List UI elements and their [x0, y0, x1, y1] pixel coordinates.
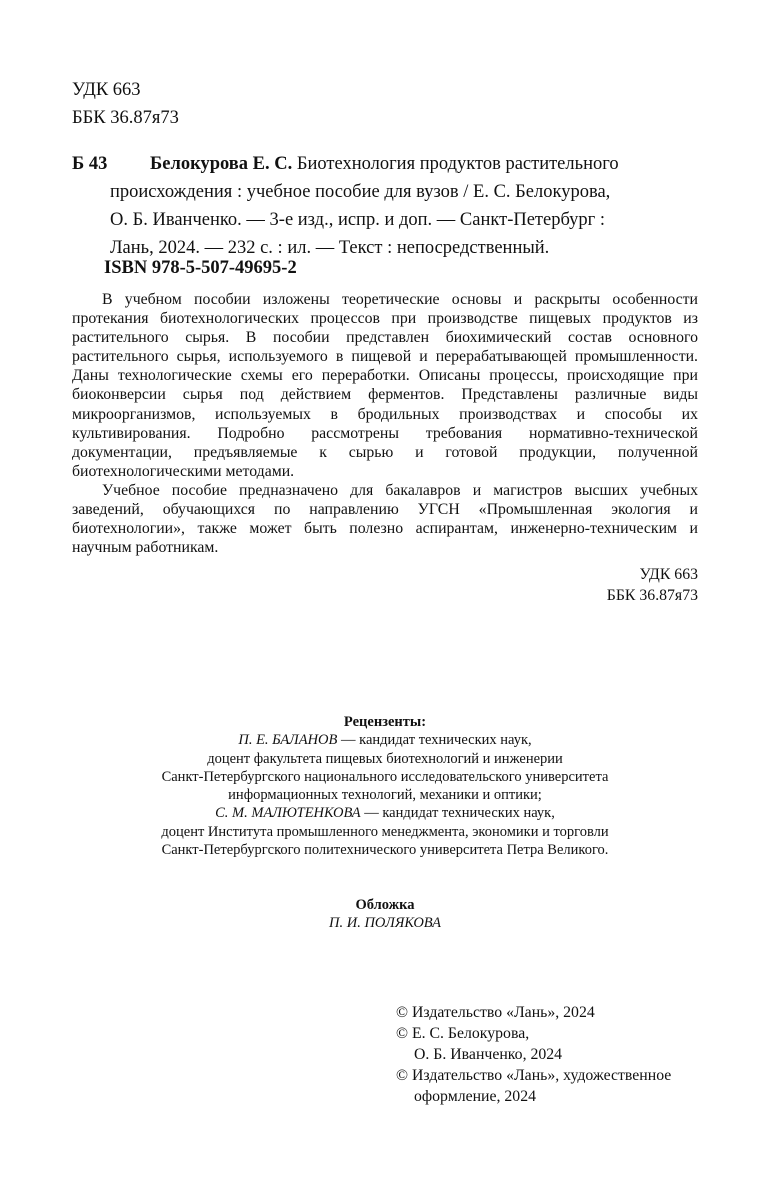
reviewer-2-name: С. М. МАЛЮТЕНКОВА [215, 805, 361, 822]
entry-line-4: Лань, 2024. — 232 с. : ил. — Текст : непосредственный. [110, 238, 550, 258]
reviewers-heading: Рецензенты: [343, 714, 427, 730]
copyright-line-5: оформление, 2024 [414, 1088, 536, 1105]
reviewer-2-affiliation-2: Санкт-Петербургского политехнического университета Петра Великого. [161, 842, 609, 859]
copyright-line-3: О. Б. Иванченко, 2024 [414, 1046, 563, 1063]
reviewer-2-title: — кандидат технических наук, [360, 805, 555, 822]
cover-designer-name: П. И. ПОЛЯКОВА [329, 915, 441, 932]
entry-line-1 [150, 150, 698, 178]
author-name: Белокурова Е. С. [150, 154, 293, 174]
copyright-line-4: © Издательство «Лань», художественное [396, 1067, 672, 1084]
cover-heading: Обложка [355, 897, 415, 913]
reviewer-1-affiliation-1: доцент факультета пищевых биотехнологий и инженерии [207, 750, 563, 767]
udk-code-bottom: УДК 663 [639, 566, 698, 583]
reviewer-1 [72, 731, 698, 749]
cover-credit [72, 896, 698, 933]
bbk-code: ББК 36.87я73 [72, 108, 179, 128]
reviewer-1-affiliation-2: Санкт-Петербургского национального исследовательского университета [161, 768, 609, 785]
reviewer-1-title: — кандидат технических наук, [337, 732, 532, 749]
bibliographic-record [72, 150, 698, 262]
abstract-paragraph-1: В учебном пособии изложены теоретические основы и раскрыты особенности протекания биотехнологических процессов при производстве пищевых продуктов из растительного сырья. В пособии представлен биохимический состав основного растительного сырья, используемого в пищевой и перерабатывающей промышленности. Даны технологические схемы его переработки. Описаны процессы, происходящие при биоконверсии сырья под действием ферментов. Представлены различные виды микроорганизмов, используемых в бродильных производствах и способы их культивирования. Подробно рассмотрены требования нормативно-технической документации, предъявляемые к сырью и готовой продукции, полученной биотехнологическими методами. [72, 291, 698, 480]
copyright-line-1: © Издательство «Лань», 2024 [396, 1004, 595, 1021]
entry-line-2: происхождения : учебное пособие для вузов / Е. С. Белокурова, [110, 182, 611, 202]
title-start: Биотехнология продуктов растительного [296, 154, 619, 174]
abstract [72, 290, 698, 557]
reviewers-block [72, 713, 698, 859]
reviewer-2-affiliation-1: доцент Института промышленного менеджмента, экономики и торговли [161, 823, 609, 840]
entry-line-3: О. Б. Иванченко. — 3-е изд., испр. и доп. — Санкт-Петербург : [110, 210, 606, 230]
author-mark-code: Б 43 [72, 154, 108, 174]
copyright-block [396, 1002, 671, 1107]
top-classification-codes [72, 76, 179, 132]
udk-code: УДК 663 [72, 80, 141, 100]
bbk-code-bottom: ББК 36.87я73 [606, 587, 698, 604]
isbn: ISBN 978-5-507-49695-2 [104, 258, 297, 278]
reviewer-1-name: П. Е. БАЛАНОВ [238, 732, 338, 749]
bottom-classification-codes [607, 564, 698, 606]
abstract-paragraph-2: Учебное пособие предназначено для бакалавров и магистров высших учебных заведений, обучающихся по направлению УГСН «Промышленная экология и биотехнологии», также может быть полезно аспирантам, инженерно-техническим и научным работникам. [72, 481, 698, 557]
copyright-line-2: © Е. С. Белокурова, [396, 1025, 530, 1042]
reviewer-2 [72, 804, 698, 822]
reviewer-1-affiliation-3: информационных технологий, механики и оптики; [228, 787, 542, 804]
bibliographic-entry [110, 150, 698, 262]
